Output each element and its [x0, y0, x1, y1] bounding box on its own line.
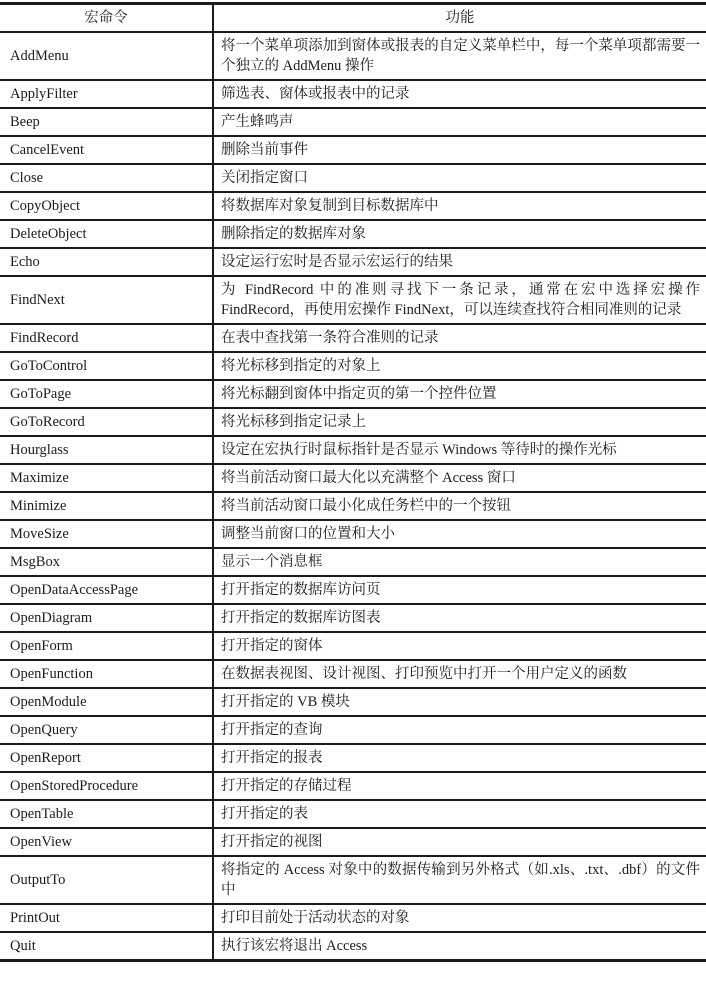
table-row — [0, 324, 706, 352]
table-body — [0, 32, 706, 961]
table-row — [0, 164, 706, 192]
table-row — [0, 632, 706, 660]
description-cell: 执行该宏将退出 Access — [221, 938, 368, 954]
table-row — [0, 856, 706, 904]
command-cell: FindRecord — [0, 324, 213, 352]
description-cell: 在数据表视图、设计视图、打印预览中打开一个用户定义的函数 — [221, 666, 627, 682]
command-cell: OpenTable — [0, 800, 213, 828]
description-cell: 打开指定的数据库访图表 — [221, 610, 381, 626]
command-cell: DeleteObject — [0, 220, 213, 248]
description-cell: 打开指定的存储过程 — [221, 778, 352, 794]
table-row — [0, 408, 706, 436]
table-row — [0, 660, 706, 688]
table-row — [0, 800, 706, 828]
table-row — [0, 604, 706, 632]
command-cell: GoToPage — [0, 380, 213, 408]
table-row — [0, 276, 706, 324]
command-cell: OpenModule — [0, 688, 213, 716]
description-cell: 在表中查找第一条符合准则的记录 — [221, 330, 439, 346]
description-cell: 打开指定的表 — [221, 806, 308, 822]
command-cell: GoToControl — [0, 352, 213, 380]
description-cell: 将一个菜单项添加到窗体或报表的自定义菜单栏中，每一个菜单项都需要一个独立的 AddMenu 操作 — [221, 38, 700, 74]
description-cell: 将光标移到指定的对象上 — [221, 358, 381, 374]
description-cell: 打开指定的查询 — [221, 722, 323, 738]
table-row — [0, 32, 706, 80]
command-cell: Echo — [0, 248, 213, 276]
table-row — [0, 192, 706, 220]
description-cell: 将光标移到指定记录上 — [221, 414, 366, 430]
command-cell: OpenView — [0, 828, 213, 856]
command-cell: OpenStoredProcedure — [0, 772, 213, 800]
command-cell: OpenQuery — [0, 716, 213, 744]
table-row — [0, 932, 706, 961]
table-row — [0, 576, 706, 604]
table-row — [0, 464, 706, 492]
header-row — [0, 4, 706, 33]
table-row — [0, 436, 706, 464]
command-cell: Maximize — [0, 464, 213, 492]
command-cell: Hourglass — [0, 436, 213, 464]
table-row — [0, 904, 706, 932]
table-row — [0, 716, 706, 744]
table-row — [0, 520, 706, 548]
column-header-function: 功能 — [445, 10, 475, 26]
table-row — [0, 688, 706, 716]
description-cell: 打开指定的视图 — [221, 834, 323, 850]
description-cell: 删除指定的数据库对象 — [221, 226, 366, 242]
description-cell: 打开指定的 VB 模块 — [221, 694, 350, 710]
table-row — [0, 380, 706, 408]
description-cell: 为 FindRecord 中的准则寻找下一条记录，通常在宏中选择宏操作 FindRecord，再使用宏操作 FindNext，可以连续查找符合相同准则的记录 — [221, 282, 700, 318]
command-cell: OpenReport — [0, 744, 213, 772]
description-cell: 打开指定的窗体 — [221, 638, 323, 654]
description-cell: 设定运行宏时是否显示宏运行的结果 — [221, 254, 453, 270]
command-cell: MsgBox — [0, 548, 213, 576]
command-cell: OpenFunction — [0, 660, 213, 688]
table-row — [0, 772, 706, 800]
description-cell: 将当前活动窗口最大化以充满整个 Access 窗口 — [221, 470, 516, 486]
description-cell: 调整当前窗口的位置和大小 — [221, 526, 395, 542]
description-cell: 产生蜂鸣声 — [221, 114, 294, 130]
command-cell: Minimize — [0, 492, 213, 520]
command-cell: Beep — [0, 108, 213, 136]
table-row — [0, 352, 706, 380]
command-cell: Quit — [0, 932, 213, 961]
description-cell: 关闭指定窗口 — [221, 170, 308, 186]
table-row — [0, 220, 706, 248]
command-cell: ApplyFilter — [0, 80, 213, 108]
description-cell: 删除当前事件 — [221, 142, 308, 158]
command-cell: MoveSize — [0, 520, 213, 548]
table-row — [0, 248, 706, 276]
description-cell: 将指定的 Access 对象中的数据传输到另外格式（如.xls、.txt、.dbf）的文件中 — [221, 862, 700, 898]
command-cell: CancelEvent — [0, 136, 213, 164]
description-cell: 筛选表、窗体或报表中的记录 — [221, 86, 410, 102]
command-cell: OpenDataAccessPage — [0, 576, 213, 604]
table-row — [0, 744, 706, 772]
command-cell: OpenDiagram — [0, 604, 213, 632]
table-row — [0, 828, 706, 856]
table-row — [0, 136, 706, 164]
column-header-macro-command: 宏命令 — [0, 4, 213, 33]
command-cell: PrintOut — [0, 904, 213, 932]
description-cell: 将当前活动窗口最小化成任务栏中的一个按钮 — [221, 498, 511, 514]
table-row — [0, 548, 706, 576]
description-cell: 打开指定的报表 — [221, 750, 323, 766]
description-cell: 显示一个消息框 — [221, 554, 323, 570]
description-cell: 将数据库对象复制到目标数据库中 — [221, 198, 439, 214]
table-row — [0, 80, 706, 108]
description-cell: 设定在宏执行时鼠标指针是否显示 Windows 等待时的操作光标 — [221, 442, 617, 458]
command-cell: FindNext — [0, 276, 213, 324]
description-cell: 打开指定的数据库访问页 — [221, 582, 381, 598]
description-cell: 将光标翻到窗体中指定页的第一个控件位置 — [221, 386, 497, 402]
command-cell: OutputTo — [0, 856, 213, 904]
command-cell: GoToRecord — [0, 408, 213, 436]
description-cell: 打印目前处于活动状态的对象 — [221, 910, 410, 926]
command-cell: AddMenu — [0, 32, 213, 80]
table-row — [0, 492, 706, 520]
macro-command-table — [0, 2, 706, 962]
command-cell: Close — [0, 164, 213, 192]
command-cell: CopyObject — [0, 192, 213, 220]
table-row — [0, 108, 706, 136]
command-cell: OpenForm — [0, 632, 213, 660]
